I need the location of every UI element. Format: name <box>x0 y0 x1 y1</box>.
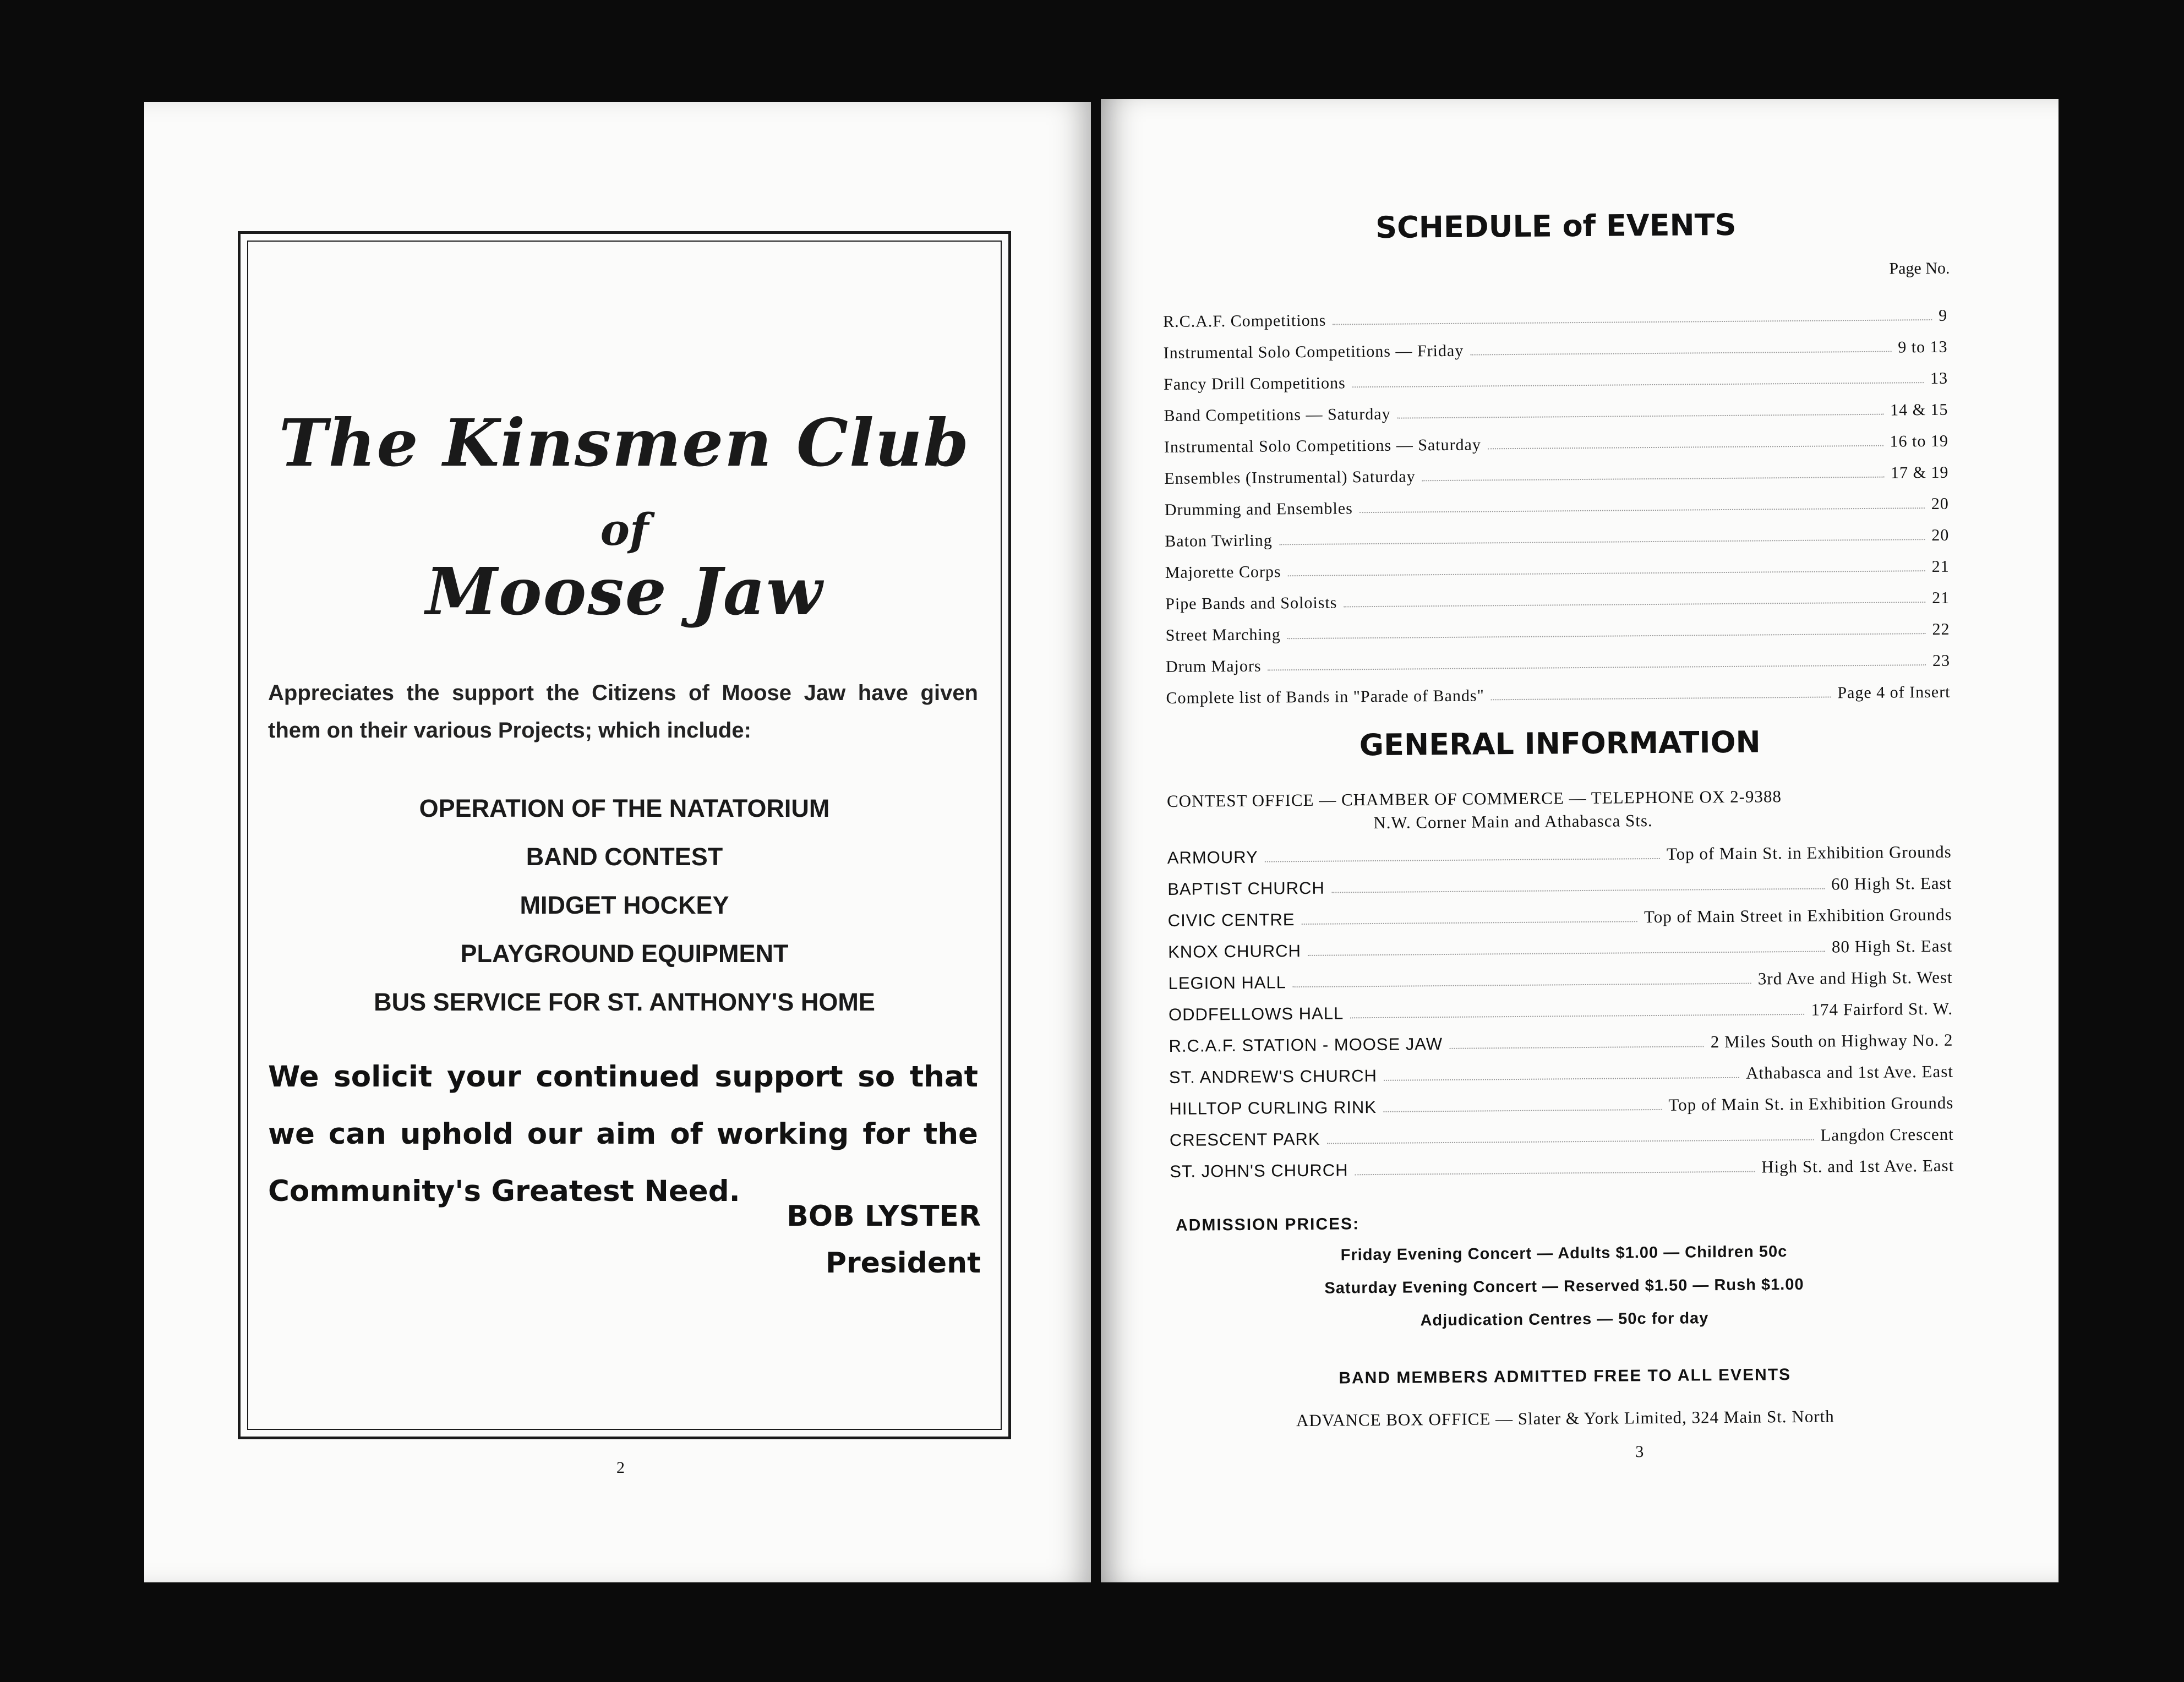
list-row <box>1170 1144 1954 1182</box>
row-value: 20 <box>1931 494 1949 514</box>
contest-office-address: N.W. Corner Main and Athabasca Sts. <box>1373 811 1653 833</box>
general-info-title: GENERAL INFORMATION <box>1359 724 1761 763</box>
leader-dots <box>1265 858 1660 862</box>
leader-dots <box>1350 1014 1804 1018</box>
row-value: 23 <box>1932 651 1951 670</box>
leader-dots <box>1449 1046 1704 1049</box>
row-value: Athabasca and 1st Ave. East <box>1745 1061 1954 1083</box>
row-label: KNOX CHURCH <box>1168 941 1302 962</box>
row-label: Instrumental Solo Competitions — Saturday <box>1164 435 1482 456</box>
row-label: Band Competitions — Saturday <box>1164 405 1391 425</box>
row-value: Top of Main St. in Exhibition Grounds <box>1666 842 1952 864</box>
right-page <box>1101 99 2059 1582</box>
leader-dots <box>1397 414 1884 419</box>
row-value: 14 & 15 <box>1890 400 1948 419</box>
club-name-line2: Moose Jaw <box>425 553 823 630</box>
row-label: Complete list of Bands in "Parade of Bands" <box>1166 686 1484 707</box>
leader-dots <box>1333 319 1932 325</box>
list-row <box>1169 987 1953 1025</box>
right-page-content <box>1161 93 1954 1461</box>
kinsmen-ad-frame <box>238 231 1011 1439</box>
leader-dots <box>1268 664 1926 670</box>
row-label: LEGION HALL <box>1168 973 1287 993</box>
leader-dots <box>1344 602 1925 607</box>
row-label: Ensembles (Instrumental) Saturday <box>1164 467 1416 488</box>
admission-header: ADMISSION PRICES: <box>1175 1215 1360 1235</box>
left-page <box>144 102 1091 1582</box>
list-row <box>1169 1019 1953 1056</box>
row-value: Langdon Crescent <box>1820 1124 1954 1145</box>
appreciation-text: Appreciates the support the Citizens of Moose Jaw have given them on their various Projects; which include: <box>268 681 978 742</box>
schedule-title: SCHEDULE of EVENTS <box>1375 207 1737 245</box>
row-label: R.C.A.F. Competitions <box>1163 311 1326 331</box>
project-list <box>241 784 1008 1026</box>
row-value: 80 High St. East <box>1831 936 1953 957</box>
row-label: Pipe Bands and Soloists <box>1165 593 1337 613</box>
page-number-right: 3 <box>1635 1443 1644 1461</box>
row-value: Top of Main Street in Exhibition Grounds <box>1644 904 1952 927</box>
row-value: 13 <box>1930 369 1948 388</box>
row-value: High St. and 1st Ave. East <box>1761 1155 1954 1177</box>
row-label: R.C.A.F. STATION - MOOSE JAW <box>1169 1034 1443 1056</box>
leader-dots <box>1293 983 1751 988</box>
project-item: PLAYGROUND EQUIPMENT <box>460 940 789 968</box>
row-value: 17 & 19 <box>1890 463 1949 482</box>
signer-name: BOB LYSTER <box>787 1200 981 1233</box>
row-label: Street Marching <box>1165 625 1281 645</box>
row-value: 20 <box>1931 526 1950 545</box>
admission-line: Friday Evening Concert — Adults $1.00 — Children 50c <box>1340 1243 1788 1264</box>
admission-line: Saturday Evening Concert — Reserved $1.50 — Rush $1.00 <box>1324 1275 1804 1297</box>
row-label: ODDFELLOWS HALL <box>1168 1003 1344 1024</box>
row-value: 9 <box>1939 306 1948 325</box>
page-number-left: 2 <box>616 1459 625 1477</box>
row-label: Baton Twirling <box>1165 531 1273 550</box>
leader-dots <box>1470 351 1891 356</box>
list-row <box>1168 925 1952 962</box>
list-row <box>1170 1113 1954 1150</box>
leader-dots <box>1308 951 1825 956</box>
row-label: HILLTOP CURLING RINK <box>1169 1097 1377 1118</box>
row-label: Drum Majors <box>1165 657 1262 676</box>
leader-dots <box>1488 445 1883 450</box>
leader-dots <box>1383 1109 1662 1112</box>
leader-dots <box>1384 1077 1739 1081</box>
row-value: 22 <box>1932 620 1950 639</box>
leader-dots <box>1491 696 1831 700</box>
contest-office: CONTEST OFFICE — CHAMBER OF COMMERCE — TELEPHONE OX 2-9388 <box>1166 787 1782 811</box>
list-row <box>1169 1050 1953 1088</box>
row-label: Fancy Drill Competitions <box>1163 374 1346 394</box>
schedule-list <box>1163 294 1951 708</box>
row-label: ARMOURY <box>1167 847 1258 867</box>
leader-dots <box>1279 539 1925 545</box>
signer-title: President <box>825 1247 981 1280</box>
row-value: 60 High St. East <box>1831 873 1952 894</box>
row-value: 21 <box>1931 557 1950 576</box>
leader-dots <box>1327 1139 1814 1144</box>
row-value: 3rd Ave and High St. West <box>1757 967 1953 989</box>
list-row <box>1166 670 1950 708</box>
row-value: 9 to 13 <box>1898 337 1948 357</box>
project-item: BUS SERVICE FOR ST. ANTHONY'S HOME <box>374 988 875 1016</box>
list-row <box>1168 956 1952 993</box>
row-label: CRESCENT PARK <box>1169 1129 1320 1150</box>
leader-dots <box>1352 382 1924 387</box>
leader-dots <box>1422 477 1884 482</box>
row-label: BAPTIST CHURCH <box>1167 878 1325 899</box>
club-name-line1: The Kinsmen Club <box>279 405 970 481</box>
club-name-of: of <box>600 504 649 555</box>
solicit-text: We solicit your continued support so that we can uphold our aim of working for the Community's Greatest Need. <box>268 1060 978 1208</box>
admission-line: Adjudication Centres — 50c for day <box>1420 1309 1709 1330</box>
project-item: MIDGET HOCKEY <box>520 891 729 919</box>
leader-dots <box>1355 1171 1755 1176</box>
row-label: Drumming and Ensembles <box>1164 499 1353 519</box>
box-office-info: ADVANCE BOX OFFICE — Slater & York Limited, 324 Main St. North <box>1296 1406 1834 1430</box>
list-row <box>1169 1082 1953 1119</box>
list-row <box>1167 893 1952 931</box>
leader-dots <box>1287 633 1926 639</box>
list-row <box>1167 862 1952 899</box>
list-row <box>1167 831 1952 868</box>
row-label: Instrumental Solo Competitions — Friday <box>1163 341 1464 362</box>
row-value: Page 4 of Insert <box>1837 682 1951 702</box>
row-value: 174 Fairford St. W. <box>1811 998 1953 1019</box>
row-value: Top of Main St. in Exhibition Grounds <box>1668 1093 1954 1115</box>
leader-dots <box>1331 888 1825 893</box>
row-value: 2 Miles South on Highway No. 2 <box>1710 1030 1953 1052</box>
leader-dots <box>1288 570 1925 576</box>
row-value: 16 to 19 <box>1890 432 1949 451</box>
leader-dots <box>1359 507 1925 513</box>
leader-dots <box>1302 921 1638 925</box>
venue-list <box>1167 831 1954 1182</box>
project-item: BAND CONTEST <box>526 843 723 871</box>
project-item: OPERATION OF THE NATATORIUM <box>419 794 830 822</box>
row-label: CIVIC CENTRE <box>1167 910 1295 930</box>
row-label: ST. ANDREW'S CHURCH <box>1169 1066 1378 1087</box>
free-admission-note: BAND MEMBERS ADMITTED FREE TO ALL EVENTS <box>1339 1366 1792 1388</box>
page-column-header: Page No. <box>1889 259 1950 278</box>
row-label: Majorette Corps <box>1165 563 1281 582</box>
row-label: ST. JOHN'S CHURCH <box>1170 1160 1348 1181</box>
row-value: 21 <box>1932 588 1950 608</box>
